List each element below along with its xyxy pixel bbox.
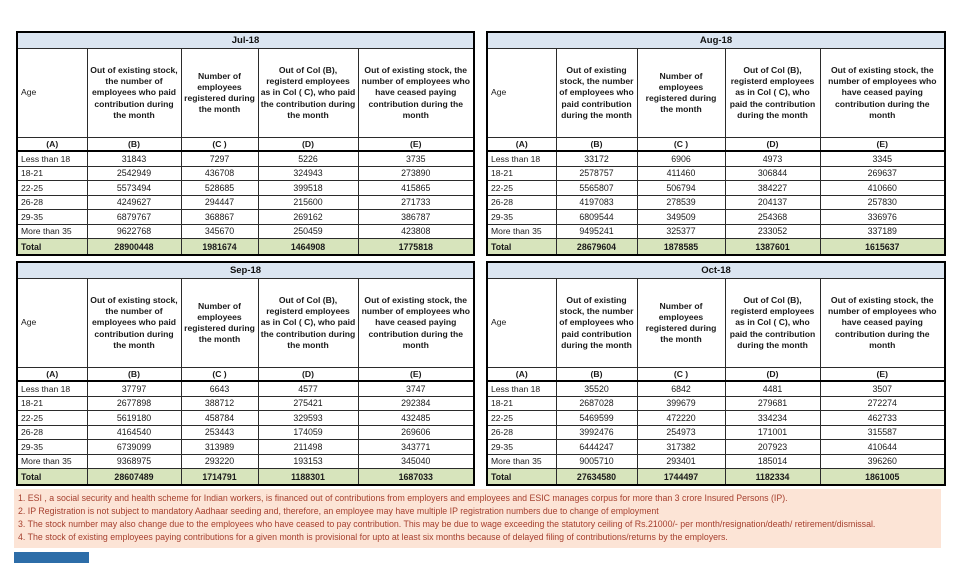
footnote-line: 4. The stock of existing employees paying contributions for a given month is provisional for upto at least six months because of delayed filing of contributions/returns by the employers. [18, 532, 728, 542]
value-cell: 423808 [358, 224, 474, 239]
letter-b: (B) [87, 368, 181, 382]
table-title-row [17, 262, 474, 279]
table-row [487, 396, 945, 411]
letter-c: (C ) [181, 368, 258, 382]
letter-d: (D) [725, 368, 820, 382]
total-value: 1464908 [258, 239, 358, 256]
table-row [487, 440, 945, 455]
age-group-cell: Less than 18 [487, 151, 556, 166]
age-group-cell: More than 35 [17, 454, 87, 469]
value-cell: 410660 [820, 181, 945, 196]
total-value: 1182334 [725, 469, 820, 486]
value-cell: 271733 [358, 195, 474, 210]
letter-b: (B) [87, 138, 181, 152]
footnote-line: 3. The stock number may also change due to the employees who have ceased to pay contribution. This may be due to wage exceeding the statutory ceiling of Rs.21000/- per month/resignation/death/ retirement/dismissal. [18, 519, 876, 529]
value-cell: 269162 [258, 210, 358, 225]
table-header-row [487, 49, 945, 138]
total-value: 28900448 [87, 239, 181, 256]
table-jul-18 [16, 31, 475, 256]
value-cell: 317382 [637, 440, 725, 455]
col-b-header: Out of existing stock, the number of employees who paid contribution during the month [556, 49, 637, 138]
table-header-row [17, 49, 474, 138]
table-row [487, 181, 945, 196]
value-cell: 5619180 [87, 411, 181, 426]
age-group-cell: 26-28 [487, 195, 556, 210]
value-cell: 293220 [181, 454, 258, 469]
value-cell: 7297 [181, 151, 258, 166]
col-c-header: Number of employees registered during the month [637, 279, 725, 368]
value-cell: 254973 [637, 425, 725, 440]
value-cell: 345670 [181, 224, 258, 239]
value-cell: 174059 [258, 425, 358, 440]
value-cell: 207923 [725, 440, 820, 455]
value-cell: 506794 [637, 181, 725, 196]
value-cell: 462733 [820, 411, 945, 426]
value-cell: 337189 [820, 224, 945, 239]
value-cell: 31843 [87, 151, 181, 166]
table-row [17, 210, 474, 225]
letter-b: (B) [556, 368, 637, 382]
value-cell: 436708 [181, 166, 258, 181]
total-value: 1188301 [258, 469, 358, 486]
value-cell: 275421 [258, 396, 358, 411]
table-row [17, 151, 474, 166]
value-cell: 432485 [358, 411, 474, 426]
age-group-cell: More than 35 [17, 224, 87, 239]
value-cell: 6906 [637, 151, 725, 166]
column-letter-row [487, 368, 945, 382]
value-cell: 4164540 [87, 425, 181, 440]
total-row [487, 469, 945, 486]
table-row [17, 224, 474, 239]
sheet-tab-indicator[interactable] [14, 552, 89, 563]
value-cell: 2687028 [556, 396, 637, 411]
age-group-cell: More than 35 [487, 224, 556, 239]
value-cell: 233052 [725, 224, 820, 239]
value-cell: 185014 [725, 454, 820, 469]
col-d-header: Out of Col (B), registerd employees as in Col ( C), who paid the contribution during the month [258, 279, 358, 368]
col-c-header: Number of employees registered during the month [181, 279, 258, 368]
table-row [17, 166, 474, 181]
value-cell: 278539 [637, 195, 725, 210]
age-header: Age [17, 49, 87, 138]
value-cell: 6842 [637, 381, 725, 396]
total-value: 1981674 [181, 239, 258, 256]
value-cell: 6444247 [556, 440, 637, 455]
table-row [487, 425, 945, 440]
table-row [17, 381, 474, 396]
col-e-header: Out of existing stock, the number of employees who have ceased paying contribution during the month [820, 279, 945, 368]
value-cell: 193153 [258, 454, 358, 469]
value-cell: 384227 [725, 181, 820, 196]
table-oct-18 [486, 261, 946, 486]
col-b-header: Out of existing stock, the number of employees who paid contribution during the month [87, 49, 181, 138]
total-value: 28607489 [87, 469, 181, 486]
age-header: Age [17, 279, 87, 368]
value-cell: 368867 [181, 210, 258, 225]
month-title: Aug-18 [487, 32, 945, 49]
letter-d: (D) [258, 138, 358, 152]
table-row [487, 411, 945, 426]
total-value: 1714791 [181, 469, 258, 486]
table-row [17, 396, 474, 411]
value-cell: 269606 [358, 425, 474, 440]
col-e-header: Out of existing stock, the number of employees who have ceased paying contribution during the month [820, 49, 945, 138]
age-group-cell: Less than 18 [17, 151, 87, 166]
value-cell: 5565807 [556, 181, 637, 196]
col-d-header: Out of Col (B), registerd employees as in Col ( C), who paid the contribution during the month [258, 49, 358, 138]
value-cell: 4577 [258, 381, 358, 396]
value-cell: 5226 [258, 151, 358, 166]
value-cell: 4973 [725, 151, 820, 166]
letter-e: (E) [820, 138, 945, 152]
col-e-header: Out of existing stock, the number of employees who have ceased paying contribution during the month [358, 279, 474, 368]
value-cell: 257830 [820, 195, 945, 210]
value-cell: 388712 [181, 396, 258, 411]
value-cell: 293401 [637, 454, 725, 469]
value-cell: 2677898 [87, 396, 181, 411]
total-value: 1615637 [820, 239, 945, 256]
age-group-cell: 22-25 [487, 181, 556, 196]
value-cell: 272274 [820, 396, 945, 411]
table-row [17, 440, 474, 455]
col-b-header: Out of existing stock, the number of employees who paid contribution during the month [87, 279, 181, 368]
total-row [487, 239, 945, 256]
value-cell: 5469599 [556, 411, 637, 426]
value-cell: 215600 [258, 195, 358, 210]
value-cell: 6879767 [87, 210, 181, 225]
col-d-header: Out of Col (B), registerd employees as in Col ( C), who paid the contribution during the month [725, 49, 820, 138]
table-row [17, 454, 474, 469]
value-cell: 396260 [820, 454, 945, 469]
value-cell: 399679 [637, 396, 725, 411]
value-cell: 349509 [637, 210, 725, 225]
age-header: Age [487, 49, 556, 138]
value-cell: 35520 [556, 381, 637, 396]
table-header-row [17, 279, 474, 368]
value-cell: 458784 [181, 411, 258, 426]
age-group-cell: 29-35 [487, 210, 556, 225]
value-cell: 37797 [87, 381, 181, 396]
value-cell: 2542949 [87, 166, 181, 181]
value-cell: 2578757 [556, 166, 637, 181]
age-group-cell: 29-35 [17, 210, 87, 225]
column-letter-row [17, 138, 474, 152]
value-cell: 5573494 [87, 181, 181, 196]
letter-a: (A) [17, 368, 87, 382]
age-group-cell: Less than 18 [487, 381, 556, 396]
value-cell: 325377 [637, 224, 725, 239]
value-cell: 3992476 [556, 425, 637, 440]
letter-c: (C ) [181, 138, 258, 152]
col-c-header: Number of employees registered during the month [637, 49, 725, 138]
letter-a: (A) [487, 368, 556, 382]
month-title: Oct-18 [487, 262, 945, 279]
total-value: 27634580 [556, 469, 637, 486]
table-aug-18 [486, 31, 946, 256]
value-cell: 3747 [358, 381, 474, 396]
value-cell: 343771 [358, 440, 474, 455]
total-row [17, 469, 474, 486]
age-group-cell: 26-28 [17, 195, 87, 210]
value-cell: 315587 [820, 425, 945, 440]
letter-b: (B) [556, 138, 637, 152]
table-row [487, 454, 945, 469]
letter-c: (C ) [637, 368, 725, 382]
table-row [487, 195, 945, 210]
letter-a: (A) [487, 138, 556, 152]
total-row [17, 239, 474, 256]
value-cell: 6739099 [87, 440, 181, 455]
letter-e: (E) [820, 368, 945, 382]
value-cell: 410644 [820, 440, 945, 455]
table-row [17, 195, 474, 210]
total-value: 1387601 [725, 239, 820, 256]
letter-d: (D) [258, 368, 358, 382]
table-title-row [487, 262, 945, 279]
value-cell: 6643 [181, 381, 258, 396]
value-cell: 313989 [181, 440, 258, 455]
value-cell: 336976 [820, 210, 945, 225]
footnote-line: 1. ESI , a social security and health scheme for Indian workers, is financed out of contributions from employers and employees and ESIC manages corpus for more than 3 crore Insured Persons (IP). [18, 493, 788, 503]
value-cell: 204137 [725, 195, 820, 210]
age-header: Age [487, 279, 556, 368]
value-cell: 324943 [258, 166, 358, 181]
value-cell: 9495241 [556, 224, 637, 239]
value-cell: 306844 [725, 166, 820, 181]
total-value: 1744497 [637, 469, 725, 486]
value-cell: 9368975 [87, 454, 181, 469]
value-cell: 9005710 [556, 454, 637, 469]
value-cell: 4197083 [556, 195, 637, 210]
letter-e: (E) [358, 138, 474, 152]
age-group-cell: 26-28 [487, 425, 556, 440]
age-group-cell: More than 35 [487, 454, 556, 469]
value-cell: 250459 [258, 224, 358, 239]
footnotes-block [14, 489, 941, 548]
value-cell: 254368 [725, 210, 820, 225]
value-cell: 411460 [637, 166, 725, 181]
age-group-cell: 22-25 [17, 181, 87, 196]
value-cell: 415865 [358, 181, 474, 196]
table-row [487, 166, 945, 181]
value-cell: 528685 [181, 181, 258, 196]
footnote-line: 2. IP Registration is not subject to mandatory Aadhaar seeding and, therefore, an employee may have multiple IP registration numbers due to change of employment [18, 506, 659, 516]
table-row [17, 425, 474, 440]
table-row [487, 224, 945, 239]
value-cell: 4481 [725, 381, 820, 396]
month-title: Jul-18 [17, 32, 474, 49]
total-value: 1775818 [358, 239, 474, 256]
age-group-cell: 18-21 [487, 396, 556, 411]
total-label: Total [17, 239, 87, 256]
value-cell: 211498 [258, 440, 358, 455]
age-group-cell: 29-35 [487, 440, 556, 455]
table-row [487, 151, 945, 166]
value-cell: 3735 [358, 151, 474, 166]
letter-c: (C ) [637, 138, 725, 152]
value-cell: 345040 [358, 454, 474, 469]
value-cell: 329593 [258, 411, 358, 426]
value-cell: 3507 [820, 381, 945, 396]
total-value: 1861005 [820, 469, 945, 486]
value-cell: 294447 [181, 195, 258, 210]
value-cell: 279681 [725, 396, 820, 411]
age-group-cell: Less than 18 [17, 381, 87, 396]
total-label: Total [487, 239, 556, 256]
value-cell: 334234 [725, 411, 820, 426]
age-group-cell: 18-21 [17, 396, 87, 411]
col-b-header: Out of existing stock, the number of employees who paid contribution during the month [556, 279, 637, 368]
age-group-cell: 22-25 [487, 411, 556, 426]
table-row [487, 210, 945, 225]
value-cell: 386787 [358, 210, 474, 225]
total-value: 28679604 [556, 239, 637, 256]
age-group-cell: 29-35 [17, 440, 87, 455]
table-sep-18 [16, 261, 475, 486]
table-row [17, 411, 474, 426]
month-title: Sep-18 [17, 262, 474, 279]
value-cell: 253443 [181, 425, 258, 440]
age-group-cell: 18-21 [487, 166, 556, 181]
total-value: 1878585 [637, 239, 725, 256]
col-d-header: Out of Col (B), registerd employees as in Col ( C), who paid the contribution during the month [725, 279, 820, 368]
value-cell: 399518 [258, 181, 358, 196]
value-cell: 273890 [358, 166, 474, 181]
table-header-row [487, 279, 945, 368]
table-title-row [487, 32, 945, 49]
letter-a: (A) [17, 138, 87, 152]
value-cell: 9622768 [87, 224, 181, 239]
letter-e: (E) [358, 368, 474, 382]
value-cell: 292384 [358, 396, 474, 411]
value-cell: 269637 [820, 166, 945, 181]
column-letter-row [17, 368, 474, 382]
table-row [487, 381, 945, 396]
column-letter-row [487, 138, 945, 152]
table-row [17, 181, 474, 196]
age-group-cell: 18-21 [17, 166, 87, 181]
table-title-row [17, 32, 474, 49]
col-e-header: Out of existing stock, the number of employees who have ceased paying contribution during the month [358, 49, 474, 138]
total-label: Total [17, 469, 87, 486]
value-cell: 3345 [820, 151, 945, 166]
col-c-header: Number of employees registered during the month [181, 49, 258, 138]
value-cell: 171001 [725, 425, 820, 440]
value-cell: 33172 [556, 151, 637, 166]
total-label: Total [487, 469, 556, 486]
age-group-cell: 26-28 [17, 425, 87, 440]
value-cell: 6809544 [556, 210, 637, 225]
letter-d: (D) [725, 138, 820, 152]
age-group-cell: 22-25 [17, 411, 87, 426]
total-value: 1687033 [358, 469, 474, 486]
value-cell: 472220 [637, 411, 725, 426]
value-cell: 4249627 [87, 195, 181, 210]
